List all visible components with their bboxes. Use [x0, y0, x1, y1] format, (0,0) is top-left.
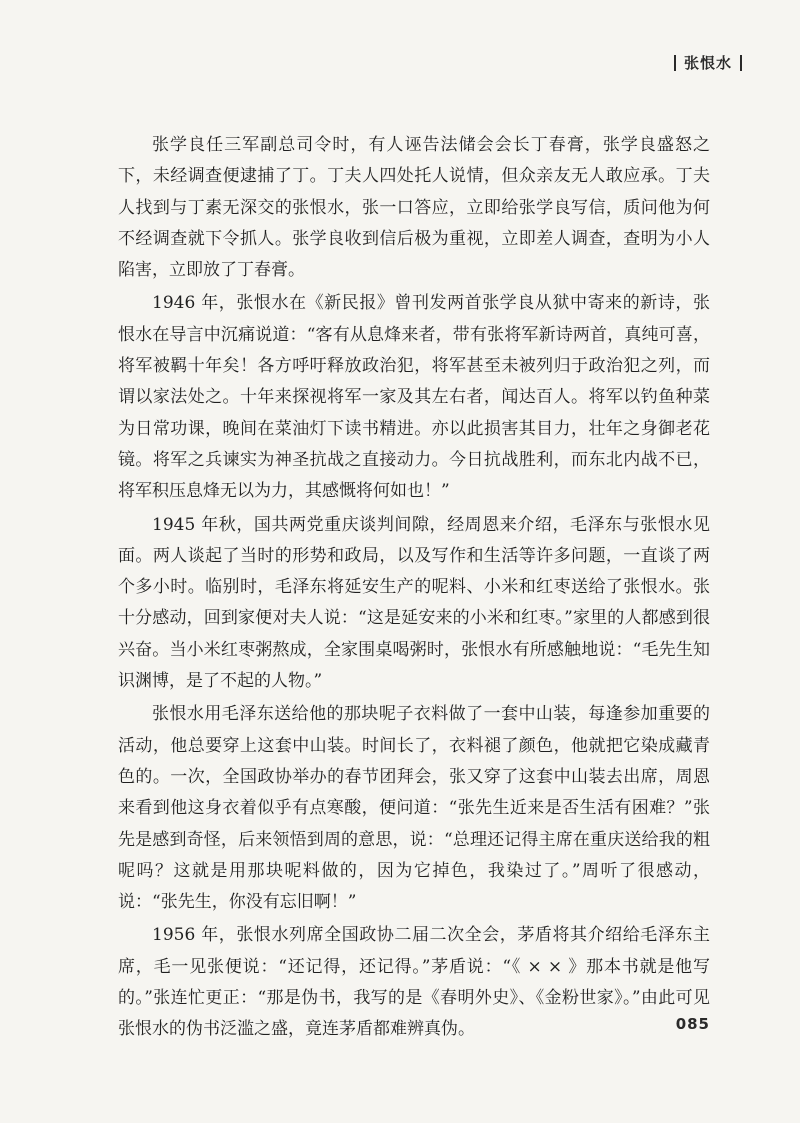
paragraph-4: 张恨水用毛泽东送给他的那块呢子衣料做了一套中山装，每逢参加重要的活动，他总要穿上这套中山装。时间长了，衣料褪了颜色，他就把它染成藏青色的。一次，全国政协举办的春节团拜会，张又穿了这套中山装去出席，周恩来看到他这身衣着似乎有点寒酸，便问道：“张先生近来是否生活有困难？”张先是感到奇怪，后来领悟到周的意思，说：“总理还记得主席在重庆送给我的粗呢吗？这就是用那块呢料做的，因为它掉色，我染过了。”周听了很感动，说：“张先生，你没有忘旧啊！”	[118, 704, 710, 913]
page-number: 085	[675, 1015, 710, 1033]
body-text	[118, 130, 710, 1048]
paragraph-3: 1945 年秋，国共两党重庆谈判间隙，经周恩来介绍，毛泽东与张恨水见面。两人谈起了当时的形势和政局，以及写作和生活等许多问题，一直谈了两个多小时。临别时，毛泽东将延安生产的呢料、小米和红枣送给了张恨水。张十分感动，回到家便对夫人说：“这是延安来的小米和红枣。”家里的人都感到很兴奋。当小米红枣粥熬成，全家围桌喝粥时，张恨水有所感触地说：“毛先生知识渊博，是了不起的人物。”	[118, 514, 710, 692]
paragraph-2: 1946 年，张恨水在《新民报》曾刊发两首张学良从狱中寄来的新诗，张恨水在导言中沉痛说道：“客有从息烽来者，带有张将军新诗两首，真纯可喜，将军被羁十年矣！各方呼吁释放政治犯，将军甚至未被列归于政治犯之列，而谓以家法处之。十年来探视将军一家及其左右者，闻达百人。将军以钓鱼种菜为日常功课，晚间在菜油灯下读书精进。亦以此损害其目力，壮年之身御老花镜。将军之兵谏实为神圣抗战之直接动力。今日抗战胜利，而东北内战不已，将军积压息烽无以为力，其感慨将何如也！”	[118, 293, 710, 502]
running-header	[674, 52, 742, 73]
paragraph-1: 张学良任三军副总司令时，有人诬告法储会会长丁春膏，张学良盛怒之下，未经调查便逮捕了丁。丁夫人四处托人说情，但众亲友无人敢应承。丁夫人找到与丁素无深交的张恨水，张一口答应，立即给张学良写信，质问他为何不经调查就下令抓人。张学良收到信后极为重视，立即差人调查，查明为小人陷害，立即放了丁春膏。	[118, 135, 710, 281]
header-title: 张恨水	[683, 54, 732, 72]
paragraph-5: 1956 年，张恨水列席全国政协二届二次全会，茅盾将其介绍给毛泽东主席，毛一见张便说：“还记得，还记得。”茅盾说：“《 × × 》那本书就是他写的。”张连忙更正：“那是伪书，我写的是《春明外史》、《金粉世家》。”由此可见张恨水的伪书泛滥之盛，竟连茅盾都难辨真伪。	[118, 925, 710, 1040]
header-right-bar	[740, 55, 742, 71]
header-left-bar	[674, 55, 676, 71]
